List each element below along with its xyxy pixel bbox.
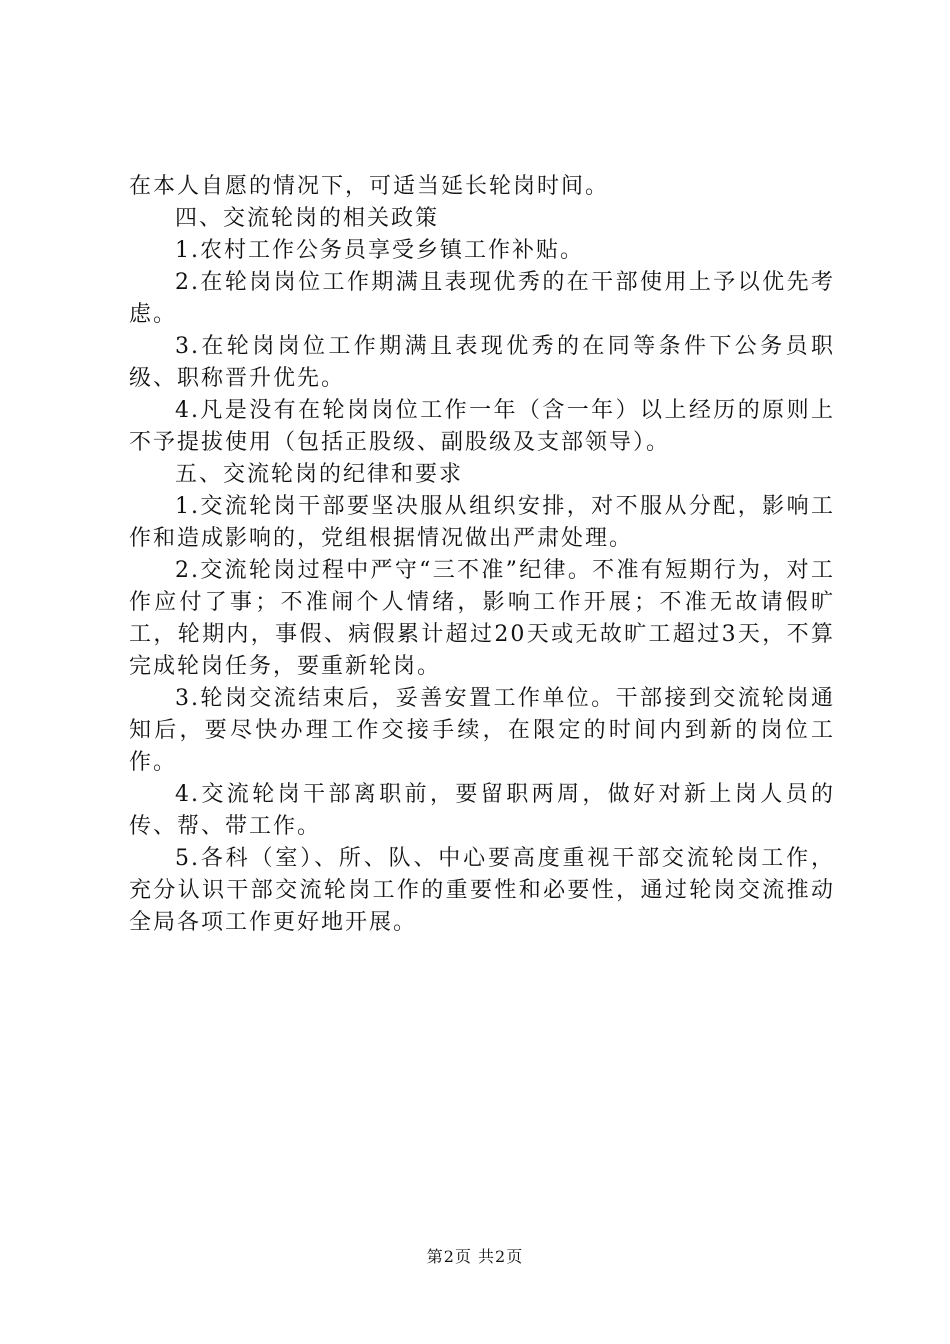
- discipline-item-5: 5.各科（室）、所、队、中心要高度重视干部交流轮岗工作，充分认识干部交流轮岗工作的重要性和必要性，通过轮岗交流推动全局各项工作更好地开展。: [129, 846, 835, 935]
- paragraph-continuation: 在本人自愿的情况下，可适当延长轮岗时间。: [129, 174, 610, 199]
- policy-item-2: 2.在轮岗岗位工作期满且表现优秀的在干部使用上予以优先考虑。: [129, 270, 835, 327]
- discipline-item-1: 1.交流轮岗干部要坚决服从组织安排，对不服从分配，影响工作和造成影响的，党组根据情况做出严肃处理。: [129, 494, 835, 551]
- policy-item-1: 1.农村工作公务员享受乡镇工作补贴。: [175, 238, 584, 263]
- section-heading-discipline: 五、交流轮岗的纪律和要求: [175, 462, 464, 487]
- document-body: [129, 171, 835, 939]
- discipline-item-3: 3.轮岗交流结束后，妥善安置工作单位。干部接到交流轮岗通知后，要尽快办理工作交接手续，在限定的时间内到新的岗位工作。: [129, 686, 835, 775]
- page-footer: 第2页 共2页: [426, 1247, 524, 1266]
- policy-item-4: 4.凡是没有在轮岗岗位工作一年（含一年）以上经历的原则上不予提拔使用（包括正股级、副股级及支部领导）。: [129, 398, 835, 455]
- policy-item-3: 3.在轮岗岗位工作期满且表现优秀的在同等条件下公务员职级、职称晋升优先。: [129, 334, 835, 391]
- discipline-item-2: 2.交流轮岗过程中严守“三不准”纪律。不准有短期行为，对工作应付了事；不准闹个人情绪，影响工作开展；不准无故请假旷工，轮期内，事假、病假累计超过20天或无故旷工超过3天，不算完成轮岗任务，要重新轮岗。: [129, 558, 835, 679]
- section-heading-policies: 四、交流轮岗的相关政策: [175, 206, 440, 231]
- discipline-item-4: 4.交流轮岗干部离职前，要留职两周，做好对新上岗人员的传、帮、带工作。: [129, 782, 835, 839]
